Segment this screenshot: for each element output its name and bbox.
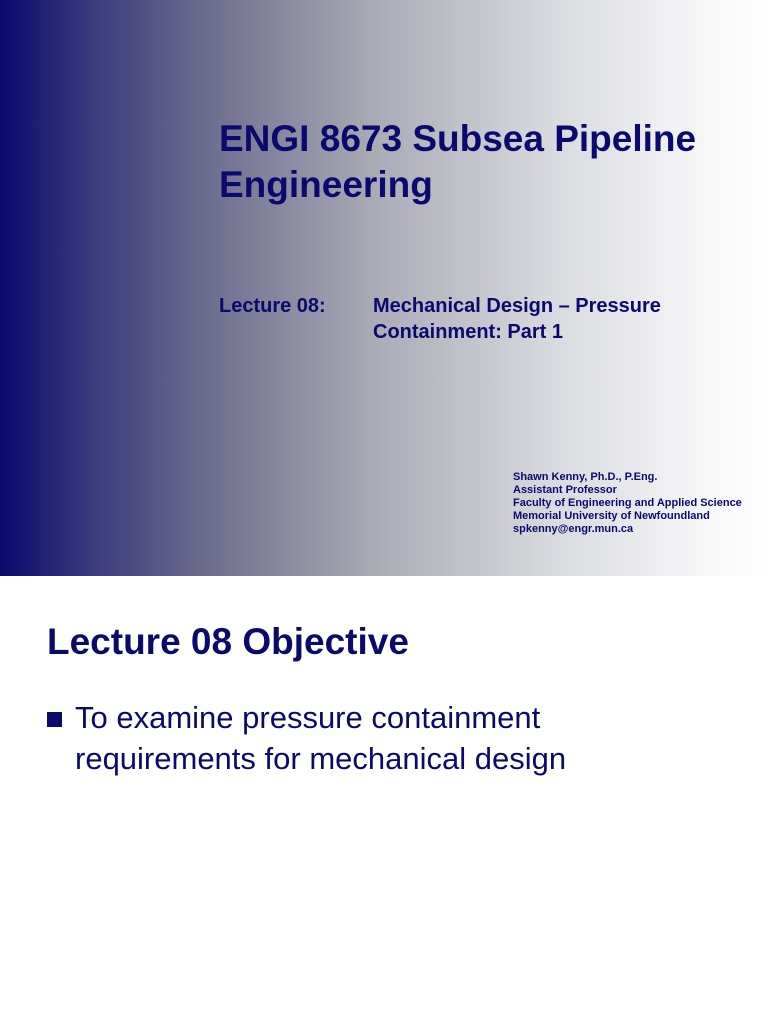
objective-heading: Lecture 08 Objective [47,621,409,662]
lecture-topic: Mechanical Design – Pressure Containment: Part 1 [373,295,661,343]
objective-list [47,697,727,779]
lecture-number: Lecture 08: [219,295,326,317]
square-bullet-icon [47,697,75,738]
list-item-text: To examine pressure containment requirements for mechanical design [75,700,567,776]
objective-slide [0,576,768,1024]
author-email: spkenny@engr.mun.ca [513,523,634,535]
author-name: Shawn Kenny, Ph.D., P.Eng. [513,471,658,483]
course-title: ENGI 8673 Subsea Pipeline Engineering [219,118,697,205]
lecture-line [219,293,749,345]
author-info [513,471,758,536]
list-item [47,697,727,779]
author-faculty: Faculty of Engineering and Applied Science [513,497,742,509]
author-university: Memorial University of Newfoundland [513,510,710,522]
author-position: Assistant Professor [513,484,617,496]
